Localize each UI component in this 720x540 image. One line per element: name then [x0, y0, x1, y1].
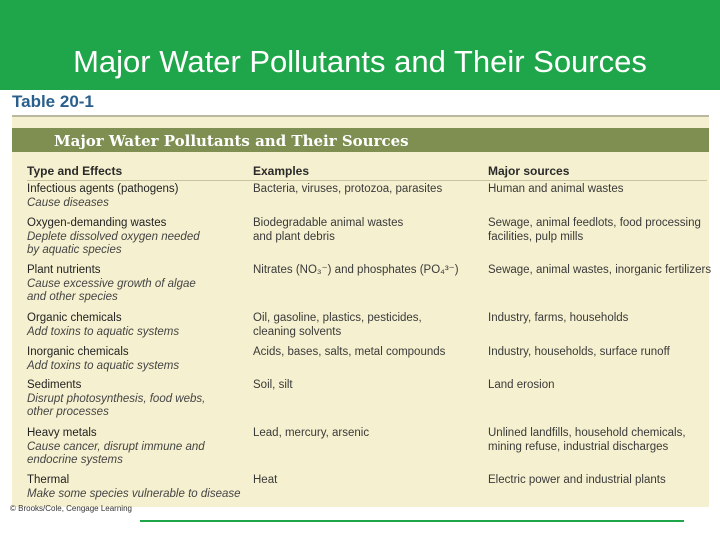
examples-cell	[253, 474, 277, 488]
sources-cell	[488, 474, 666, 488]
examples-line: Acids, bases, salts, metal compounds	[253, 346, 446, 358]
table-row	[27, 346, 179, 373]
pollutant-effect: Deplete dissolved oxygen needed	[27, 230, 200, 243]
examples-line: and plant debris	[253, 230, 335, 243]
sources-cell	[488, 217, 701, 244]
examples-line: Soil, silt	[253, 379, 293, 391]
pollutant-effect: Add toxins to aquatic systems	[27, 359, 180, 372]
column-header-examples: Examples	[253, 164, 310, 178]
examples-line: Biodegradable animal wastes	[253, 217, 404, 229]
sources-line: Sewage, animal feedlots, food processing	[488, 217, 701, 229]
pollutant-type: Organic chemicals	[27, 312, 122, 324]
table-row	[27, 427, 205, 468]
sources-line: mining refuse, industrial discharges	[488, 440, 669, 453]
pollutant-type: Thermal	[27, 474, 70, 486]
examples-cell	[253, 217, 403, 244]
pollutant-effect: endocrine systems	[27, 454, 123, 466]
header-divider	[27, 180, 707, 181]
pollutant-effect: Cause diseases	[27, 196, 109, 209]
examples-line: Oil, gasoline, plastics, pesticides,	[253, 312, 422, 324]
examples-cell	[253, 427, 369, 441]
column-header-type: Type and Effects	[27, 164, 123, 178]
sources-cell	[488, 264, 711, 278]
sources-cell	[488, 427, 686, 454]
pollutant-effect: other processes	[27, 406, 109, 418]
examples-line: Lead, mercury, arsenic	[253, 427, 370, 439]
examples-cell	[253, 264, 459, 278]
pollutant-type: Plant nutrients	[27, 264, 101, 276]
table-row	[27, 217, 200, 258]
table-number-label: Table 20-1	[12, 92, 94, 111]
pollutant-effect: Disrupt photosynthesis, food webs,	[27, 392, 206, 405]
table-row	[27, 264, 196, 305]
pollutant-type: Inorganic chemicals	[27, 346, 129, 358]
pollutant-effect: Make some species vulnerable to disease	[27, 487, 241, 500]
sources-cell	[488, 379, 555, 393]
pollutant-effect: Add toxins to aquatic systems	[27, 325, 180, 338]
pollutant-effect: Cause excessive growth of algae	[27, 277, 196, 290]
examples-line: Nitrates (NO₃⁻) and phosphates (PO₄³⁻)	[253, 264, 459, 276]
examples-cell	[253, 183, 442, 197]
examples-cell	[253, 379, 293, 393]
examples-line: Bacteria, viruses, protozoa, parasites	[253, 183, 443, 195]
pollutant-effect: by aquatic species	[27, 244, 122, 256]
pollutant-type: Infectious agents (pathogens)	[27, 183, 179, 195]
title-banner	[0, 0, 720, 90]
table-row	[27, 183, 179, 210]
sources-line: Human and animal wastes	[488, 183, 624, 195]
sources-line: Electric power and industrial plants	[488, 474, 666, 486]
pollutant-type: Oxygen-demanding wastes	[27, 217, 167, 229]
sources-cell	[488, 183, 624, 197]
pollutant-effect: Cause cancer, disrupt immune and	[27, 440, 205, 453]
examples-line: Heat	[253, 474, 278, 486]
pollutant-type: Heavy metals	[27, 427, 97, 439]
table-row	[27, 379, 205, 420]
sources-line: Unlined landfills, household chemicals,	[488, 427, 686, 439]
bottom-accent-line	[140, 520, 684, 522]
sources-cell	[488, 312, 628, 326]
sources-line: Land erosion	[488, 379, 555, 391]
examples-line: cleaning solvents	[253, 325, 342, 338]
table-row	[27, 474, 241, 501]
table-title: Major Water Pollutants and Their Sources	[54, 132, 409, 150]
examples-cell	[253, 312, 422, 339]
sources-line: Industry, farms, households	[488, 312, 629, 324]
slide-title: Major Water Pollutants and Their Sources	[73, 44, 647, 79]
table-row	[27, 312, 179, 339]
copyright-credit: © Brooks/Cole, Cengage Learning	[10, 504, 132, 513]
sources-line: Sewage, animal wastes, inorganic fertilizers	[488, 264, 712, 276]
pollutant-effect: and other species	[27, 291, 118, 303]
sources-line: facilities, pulp mills	[488, 230, 584, 243]
examples-cell	[253, 346, 445, 360]
sources-line: Industry, households, surface runoff	[488, 346, 670, 358]
sources-cell	[488, 346, 670, 360]
pollutant-type: Sediments	[27, 379, 82, 391]
column-header-sources: Major sources	[488, 164, 570, 178]
